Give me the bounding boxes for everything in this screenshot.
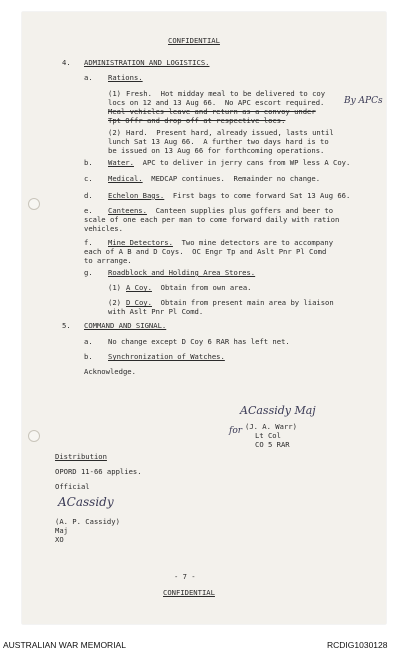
synchronization-title: Synchronization of Watches. — [108, 352, 225, 361]
mine-line-2: each of A B and D Coys. OC Engr Tp and Aslt Pnr Pl Comd — [84, 247, 327, 256]
fresh-line-1: Fresh. Hot midday meal to be delivered to coy — [126, 89, 326, 98]
canteens-line-3: vehicles. — [84, 224, 123, 233]
hard-item: (2) — [108, 128, 121, 137]
medical-line: Medical. MEDCAP continues. Remainder no change. — [108, 174, 321, 183]
classification-footer: CONFIDENTIAL — [163, 588, 215, 597]
signature-unit: CO 5 RAR — [255, 440, 290, 449]
para-4e-label: e. — [84, 206, 93, 215]
canteens-line-1: Canteens. Canteen supplies plus goffers and beer to — [108, 206, 334, 215]
fresh-line-4: Tpt Offr and drop off at respective locs. — [108, 116, 286, 125]
punch-hole-bottom — [28, 430, 40, 442]
para-4g-label: g. — [84, 268, 93, 277]
para-4c-label: c. — [84, 174, 93, 183]
acknowledge: Acknowledge. — [84, 367, 136, 376]
para-4-number: 4. — [62, 58, 71, 67]
mine-line-3: to arrange. — [84, 256, 132, 265]
water-line: Water. APC to deliver in jerry cans from WP less A Coy. — [108, 158, 351, 167]
handwritten-by-apcs: By APCs — [344, 96, 383, 106]
para-5a-text: No change except D Coy 6 RAR has left net. — [108, 337, 290, 346]
fresh-line-3: Meal vehicles leave and return as a convoy under — [108, 107, 316, 116]
official-name: (A. P. Cassidy) — [55, 517, 120, 526]
g2-line-1: D Coy. Obtain from present main area by liaison — [126, 298, 334, 307]
distribution-text: OPORD 11-66 applies. — [55, 467, 142, 476]
page-number: - 7 - — [174, 572, 196, 581]
rations-title: Rations. — [108, 73, 143, 82]
archive-reference: RCDIG1030128 — [327, 640, 388, 650]
g2-item: (2) — [108, 298, 121, 307]
para-4f-label: f. — [84, 238, 93, 247]
official-rank: Maj — [55, 526, 68, 535]
signature-name: (J. A. Warr) — [245, 422, 297, 431]
punch-hole-top — [28, 198, 40, 210]
para-5b-label: b. — [84, 352, 93, 361]
fresh-line-2: locs on 12 and 13 Aug 66. No APC escort required. — [108, 98, 325, 107]
roadblock-title: Roadblock and Holding Area Stores. — [108, 268, 256, 277]
g2-line-2: with Aslt Pnr Pl Comd. — [108, 307, 204, 316]
para-4d-label: d. — [84, 191, 93, 200]
signature-rank: Lt Col — [255, 431, 281, 440]
para-4a-label: a. — [84, 73, 93, 82]
echelon-line: Echelon Bags. First bags to come forward Sat 13 Aug 66. — [108, 191, 351, 200]
hard-line-2: lunch Sat 13 Aug 66. A further two days hard is to — [108, 137, 329, 146]
distribution-title: Distribution — [55, 452, 107, 461]
fresh-item: (1) — [108, 89, 121, 98]
hard-line-3: be issued on 13 Aug 66 for forthcoming operations. — [108, 146, 325, 155]
para-5-number: 5. — [62, 321, 71, 330]
signature-scrawl: ACassidy Maj — [240, 404, 316, 417]
archive-institution: AUSTRALIAN WAR MEMORIAL — [3, 640, 126, 650]
g1-item: (1) — [108, 283, 121, 292]
hard-line-1: Hard. Present hard, already issued, lasts until — [126, 128, 334, 137]
official-signature-scrawl: ACassidy — [58, 495, 114, 509]
canteens-line-2: scale of one each per man to come forward daily with ration — [84, 215, 340, 224]
mine-line-1: Mine Detectors. Two mine detectors are to accompany — [108, 238, 334, 247]
official-label: Official — [55, 482, 90, 491]
signature-for: for — [229, 426, 243, 436]
g1-line: A Coy. Obtain from own area. — [126, 283, 252, 292]
para-5-title: COMMAND AND SIGNAL. — [84, 321, 167, 330]
para-5a-label: a. — [84, 337, 93, 346]
para-4b-label: b. — [84, 158, 93, 167]
classification-header: CONFIDENTIAL — [168, 36, 220, 45]
official-appointment: XO — [55, 535, 64, 544]
para-4-title: ADMINISTRATION AND LOGISTICS. — [84, 58, 210, 67]
